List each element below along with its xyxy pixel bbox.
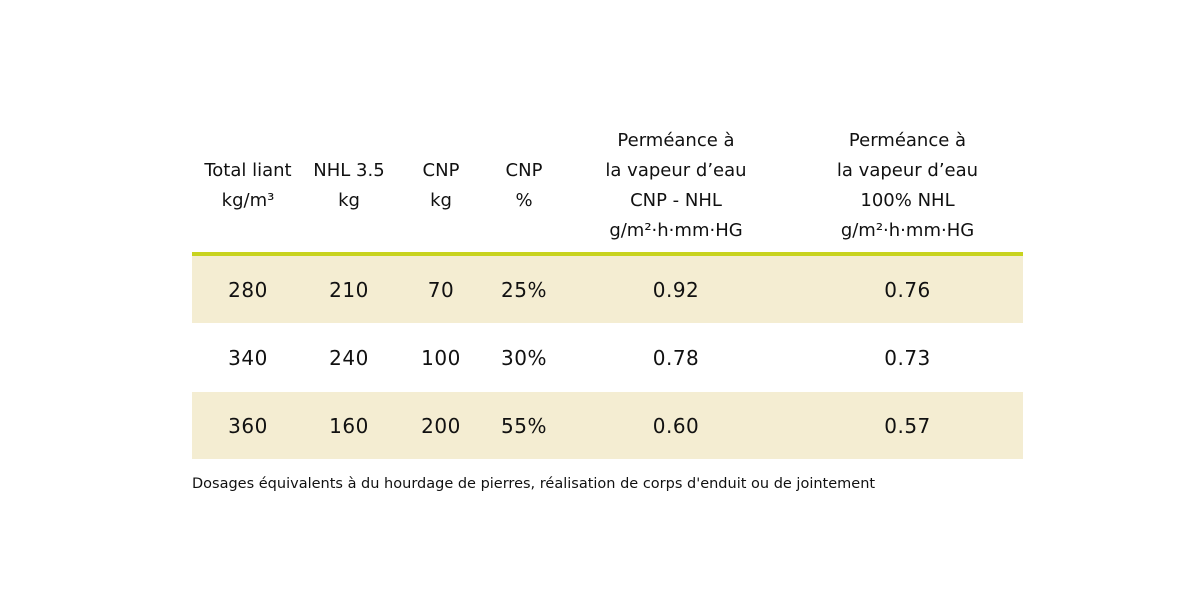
table-cell: 30% [501, 345, 547, 370]
col-header-cnp-percent [488, 120, 560, 254]
header-line: kg [430, 190, 452, 211]
table-cell: 240 [329, 345, 369, 370]
header-line: NHL 3.5 [313, 160, 385, 181]
table-header [192, 120, 1023, 254]
table-row [192, 254, 1023, 323]
table-body [192, 254, 1023, 459]
table-cell: 0.92 [560, 254, 792, 323]
table-cell: 210 [304, 254, 394, 323]
table-footnote: Dosages équivalents à du hourdage de pierres, réalisation de corps d'enduit ou de jointement [192, 476, 876, 492]
header-row [192, 120, 1023, 254]
table-row [192, 392, 1023, 459]
header-line: la vapeur d’eau [836, 160, 979, 181]
col-header-cnp-kg [394, 120, 488, 254]
table-cell: 0.60 [560, 392, 792, 459]
table-row [192, 323, 1023, 392]
col-header-total-liant [192, 120, 304, 254]
header-line: CNP [422, 160, 460, 181]
header-line: CNP - NHL [630, 190, 722, 211]
dosage-table-container [192, 120, 1023, 459]
header-line: g/m²·h·mm·HG [840, 220, 975, 241]
header-line: kg/m³ [221, 190, 275, 211]
table-cell: 0.76 [792, 254, 1023, 323]
table-cell: 0.73 [884, 345, 931, 370]
header-line: 100% NHL [860, 190, 955, 211]
table-cell: 25% [488, 254, 560, 323]
table-cell: 200 [394, 392, 488, 459]
header-line: la vapeur d’eau [605, 160, 747, 181]
col-header-permeance-cnp-nhl [560, 120, 792, 254]
table-cell: 0.57 [792, 392, 1023, 459]
col-header-permeance-100-nhl [792, 120, 1023, 254]
dosage-table [192, 120, 1023, 459]
header-line: Perméance à [848, 130, 967, 151]
table-cell: 340 [228, 345, 268, 370]
header-line: Total liant [204, 160, 292, 181]
header-line: % [515, 190, 533, 211]
table-cell: 55% [488, 392, 560, 459]
header-line: Perméance à [617, 130, 735, 151]
table-cell: 160 [304, 392, 394, 459]
col-header-nhl [304, 120, 394, 254]
table-cell: 0.78 [652, 345, 700, 370]
header-line: CNP [505, 160, 543, 181]
header-line: g/m²·h·mm·HG [609, 220, 743, 241]
table-cell: 100 [421, 345, 461, 370]
table-cell: 70 [394, 254, 488, 323]
table-cell: 280 [192, 254, 304, 323]
table-cell: 360 [192, 392, 304, 459]
header-line: kg [338, 190, 360, 211]
